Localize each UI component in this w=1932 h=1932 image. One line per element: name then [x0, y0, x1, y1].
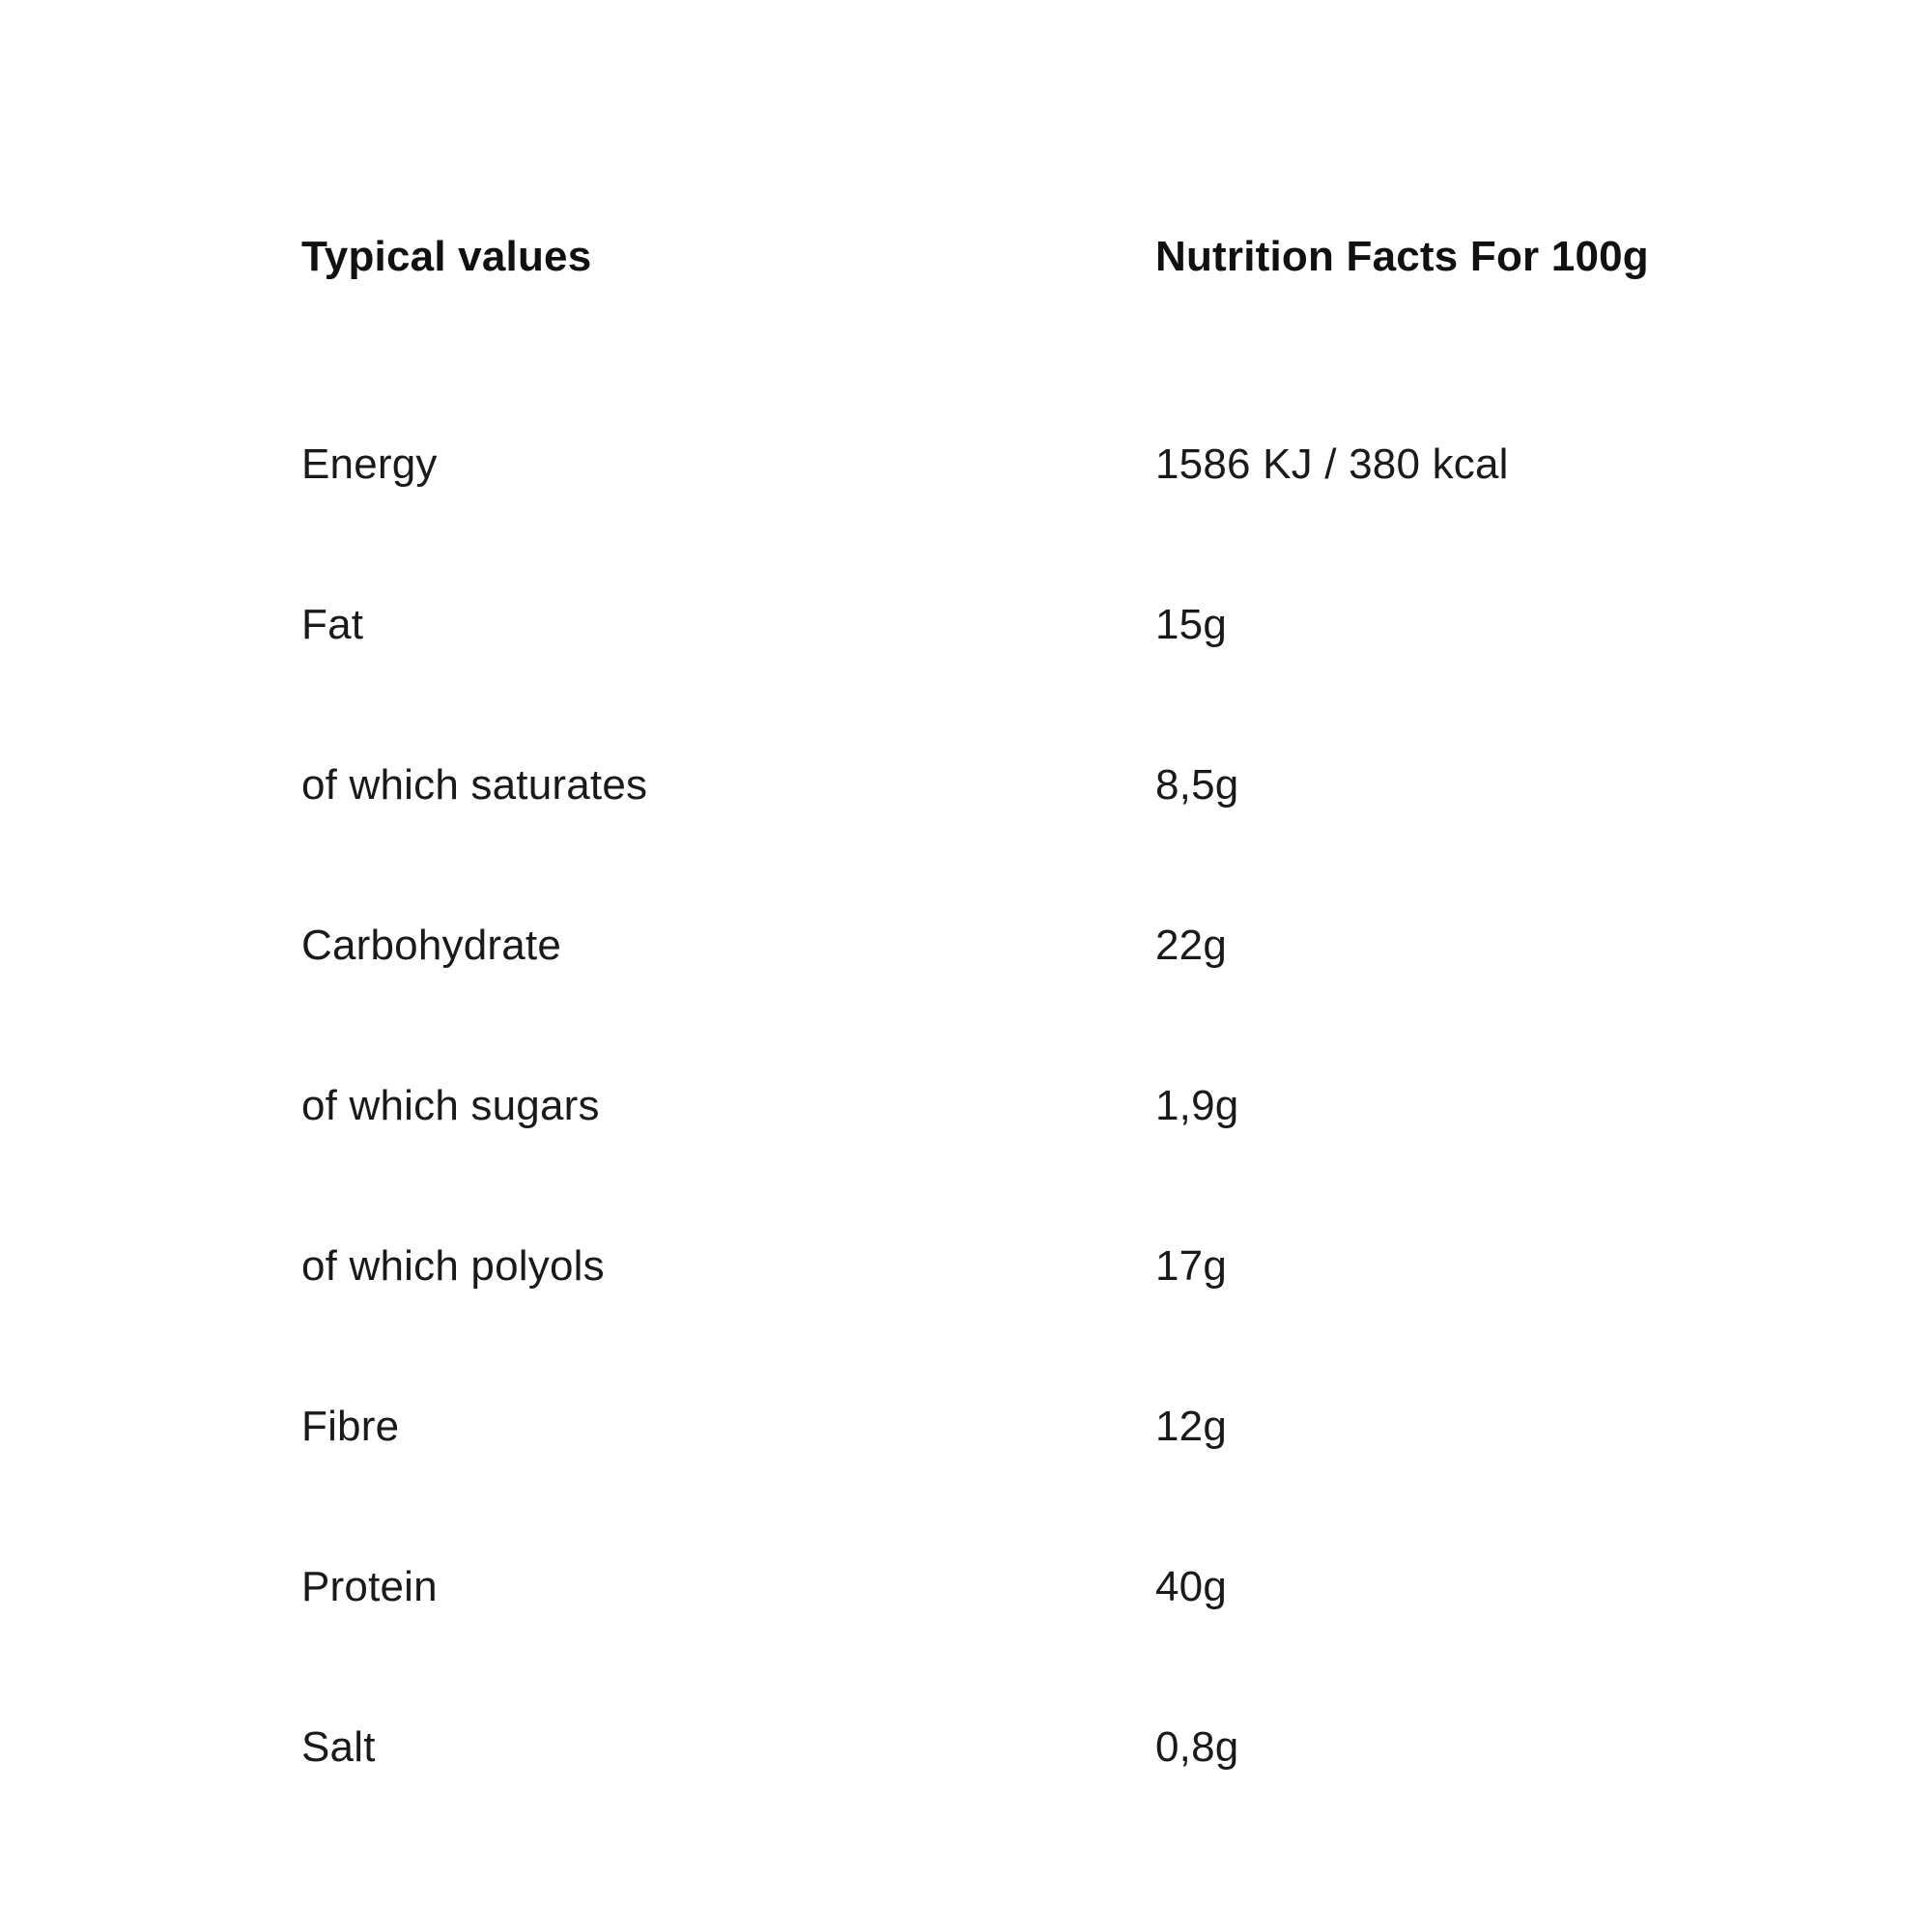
nutrient-label: of which sugars	[301, 1082, 600, 1129]
nutrient-value: 40g	[1155, 1563, 1228, 1610]
nutrient-label: Energy	[301, 440, 438, 488]
nutrient-label: Fat	[301, 601, 364, 648]
nutrient-value: 1586 KJ / 380 kcal	[1155, 440, 1509, 488]
table-row-sugars	[301, 1026, 1654, 1186]
header-nutrition-facts: Nutrition Facts For 100g	[1155, 233, 1649, 280]
nutrient-value: 17g	[1155, 1242, 1228, 1290]
nutrient-value: 15g	[1155, 601, 1228, 648]
table-row-carbohydrate	[301, 866, 1654, 1026]
table-row-fat	[301, 545, 1654, 705]
table-row-energy	[301, 384, 1654, 545]
nutrient-label: Fibre	[301, 1403, 400, 1450]
nutrient-label: Salt	[301, 1723, 376, 1771]
table-row-saturates	[301, 705, 1654, 866]
header-typical-values: Typical values	[301, 233, 592, 280]
table-row-salt	[301, 1667, 1654, 1828]
nutrient-label: of which polyols	[301, 1242, 605, 1290]
nutrient-value: 22g	[1155, 922, 1228, 969]
table-row-protein	[301, 1507, 1654, 1667]
nutrient-value: 0,8g	[1155, 1723, 1239, 1771]
nutrient-value: 8,5g	[1155, 761, 1239, 809]
table-row-fibre	[301, 1347, 1654, 1507]
nutrient-label: of which saturates	[301, 761, 648, 809]
nutrition-table	[301, 224, 1654, 1828]
nutrient-label: Protein	[301, 1563, 438, 1610]
table-header-row	[301, 224, 1654, 290]
nutrient-value: 1,9g	[1155, 1082, 1239, 1129]
nutrient-value: 12g	[1155, 1403, 1228, 1450]
nutrient-label: Carbohydrate	[301, 922, 561, 969]
table-row-polyols	[301, 1186, 1654, 1347]
